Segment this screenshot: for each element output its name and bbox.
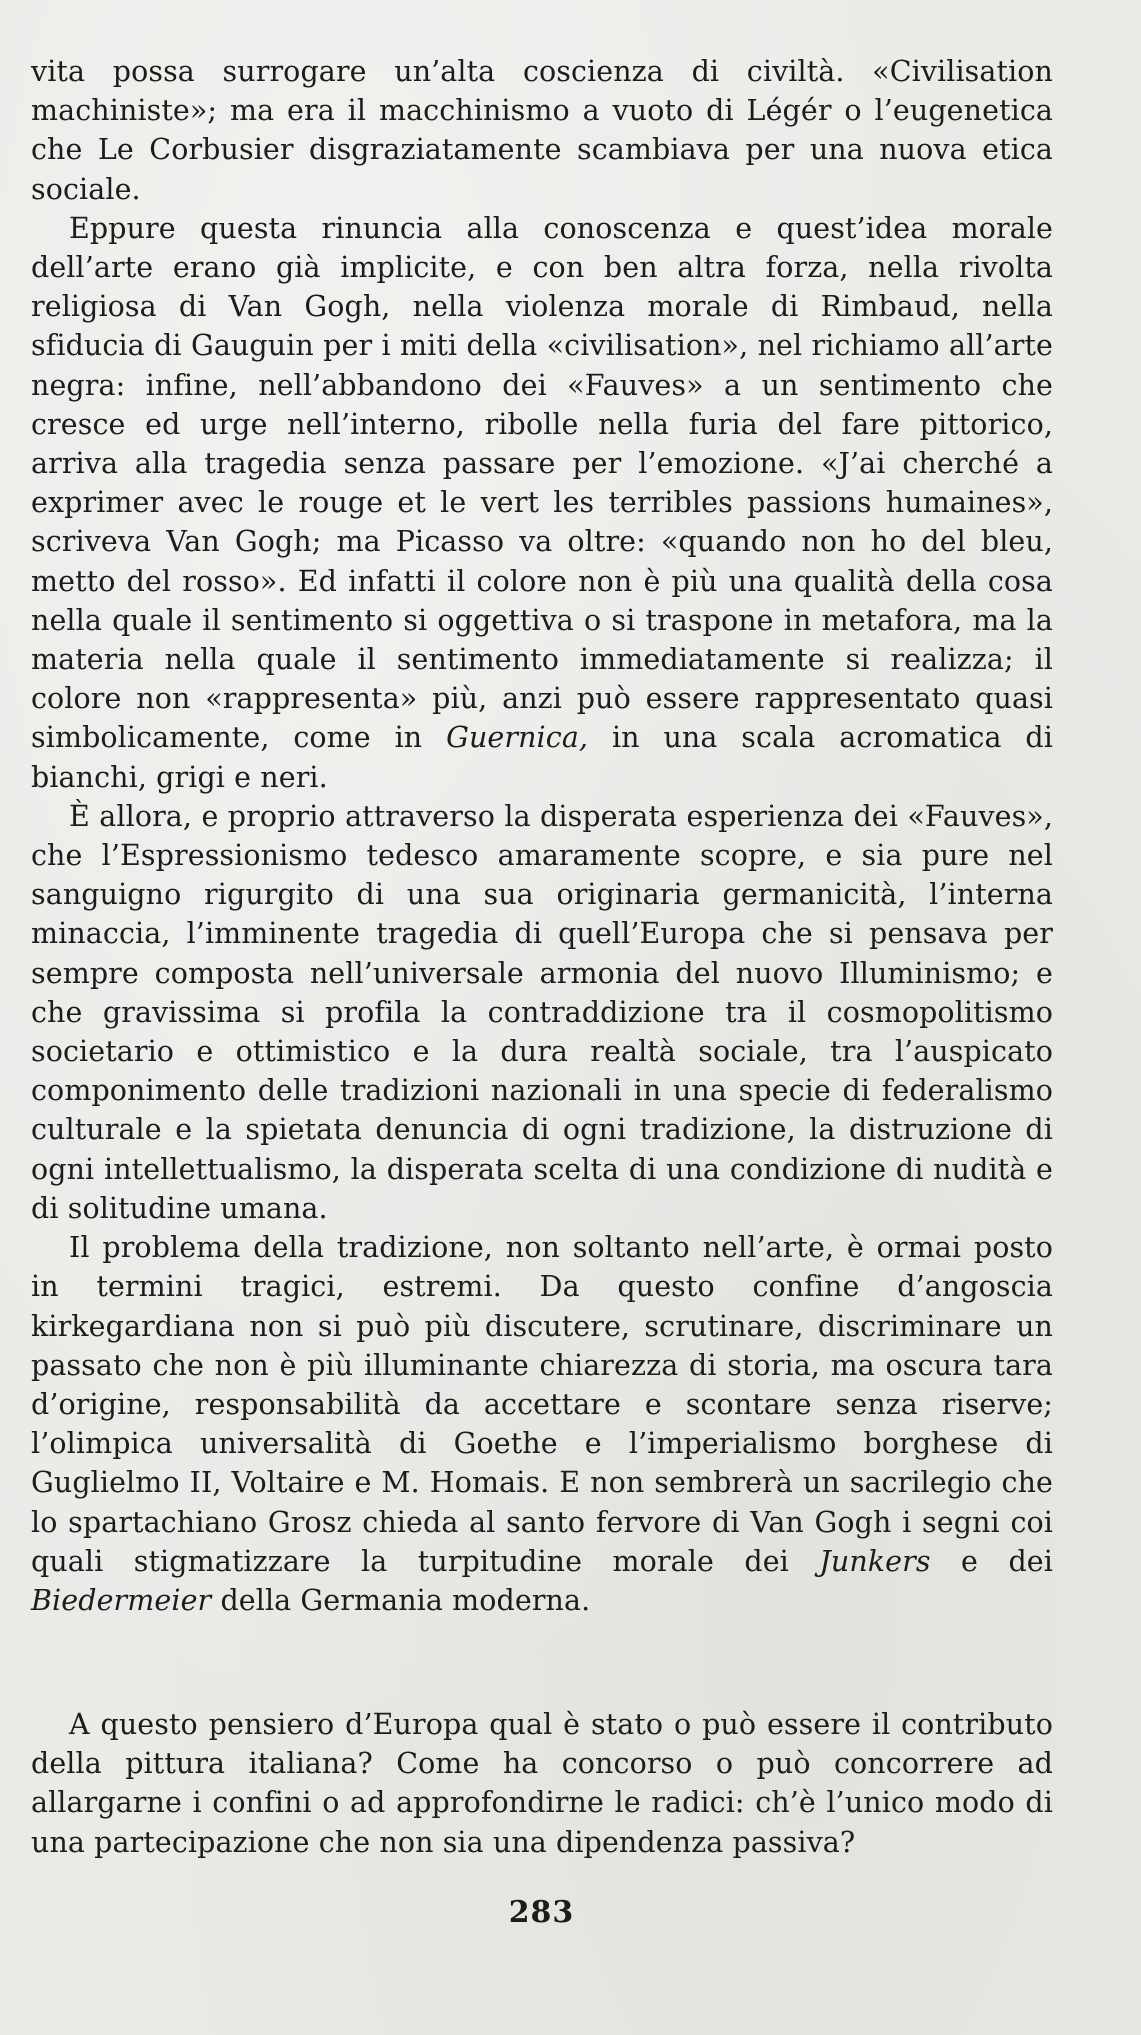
paragraph-2-text: Eppure questa rinuncia alla conoscenza e quest’idea morale dell’arte erano già implicite, e con ben altra forza, nella rivolta religiosa di Van Gogh, nella violenza morale di Rimbaud, nella sfiducia di Gauguin per i miti della «civilisation», nel richiamo all’arte negra: infine, nell’abbandono dei «Fauves» a un sentimento che cresce ed urge nell’interno, ribolle nella furia del fare pittorico, arriva alla tragedia senza passare per l’emozione. «J’ai cherché a exprimer avec le rouge et le vert les terribles passions humaines», scriveva Van Gogh; ma Picasso va oltre: «quando non ho del bleu, metto del rosso». Ed infatti il colore non è più una qualità della cosa nella quale il sentimento si oggettiva o si traspone in metafora, ma la materia nella quale il sentimento immediatamente si realizza; il colore non «rappresenta» più, anzi può essere rappresentato quasi simbolicamente, come in <box>31 211 1053 755</box>
paragraph-3: È allora, e proprio attraverso la disperata esperienza dei «Fauves», che l’Espressionismo tedesco amaramente scopre, e sia pure nel sanguigno rigurgito di una sua originaria germanicità, l’interna minaccia, l’imminente tragedia di quell’Europa che si pensava per sempre composta nell’universale armonia del nuovo Illuminismo; e che gravissima si profila la contraddizione tra il cosmopolitismo societario e ottimistico e la dura realtà sociale, tra l’auspicato componimento delle tradizioni nazionali in una specie di federalismo culturale e la spietata denuncia di ogni tradizione, la distruzione di ogni intellettualismo, la disperata scelta di una condizione di nudità e di solitudine umana. <box>31 799 1053 1225</box>
paragraph-2 <box>31 209 1053 797</box>
paragraph-4-tail: della Germania moderna. <box>220 1583 591 1617</box>
paragraph-4 <box>31 1228 1053 1620</box>
paragraph-4-italic-biedermeier: Biedermeier <box>31 1583 212 1617</box>
paragraph-5: A questo pensiero d’Europa qual è stato o può essere il contributo della pittura italiana? Come ha concorso o può concorrere ad allargarne i confini o ad approfondirne le radici: ch’è l’unico modo di una partecipazione che non sia una dipendenza passiva? <box>31 1708 1053 1859</box>
paragraph-1: vita possa surrogare un’alta coscienza di civiltà. «Civilisation machiniste»; ma era il macchinismo a vuoto di Légér o l’eugenetica che Le Corbusier disgraziatamente scambiava per una nuova etica sociale. <box>31 55 1053 206</box>
paragraph-2-italic: Guernica, <box>446 721 589 755</box>
paragraph-4-text: Il problema della tradizione, non soltanto nell’arte, è ormai posto in termini tragici, estremi. Da questo confine d’angoscia kirkegardiana non si può più discutere, scrutinare, discriminare un passato che non è più illuminante chiarezza di storia, ma oscura tara d’origine, responsabilità da accettare e scontare senza riserve; l’olimpica universalità di Goethe e l’imperialismo borghese di Guglielmo II, Voltaire e M. Homais. E non sembrerà un sacrilegio che lo spartachiano Grosz chieda al santo fervore di Van Gogh i segni coi quali stigmatizzare la turpitudine morale dei <box>31 1231 1053 1578</box>
paragraph-4-italic-junkers: Junkers <box>819 1544 931 1578</box>
closing-text <box>31 1705 1053 1862</box>
paragraph-4-mid: e dei <box>961 1544 1053 1578</box>
paragraph-2-tail: in una scala acromatica di bianchi, grigi e neri. <box>31 721 1053 794</box>
body-text <box>31 52 1053 1620</box>
page-number: 283 <box>508 1895 575 1930</box>
